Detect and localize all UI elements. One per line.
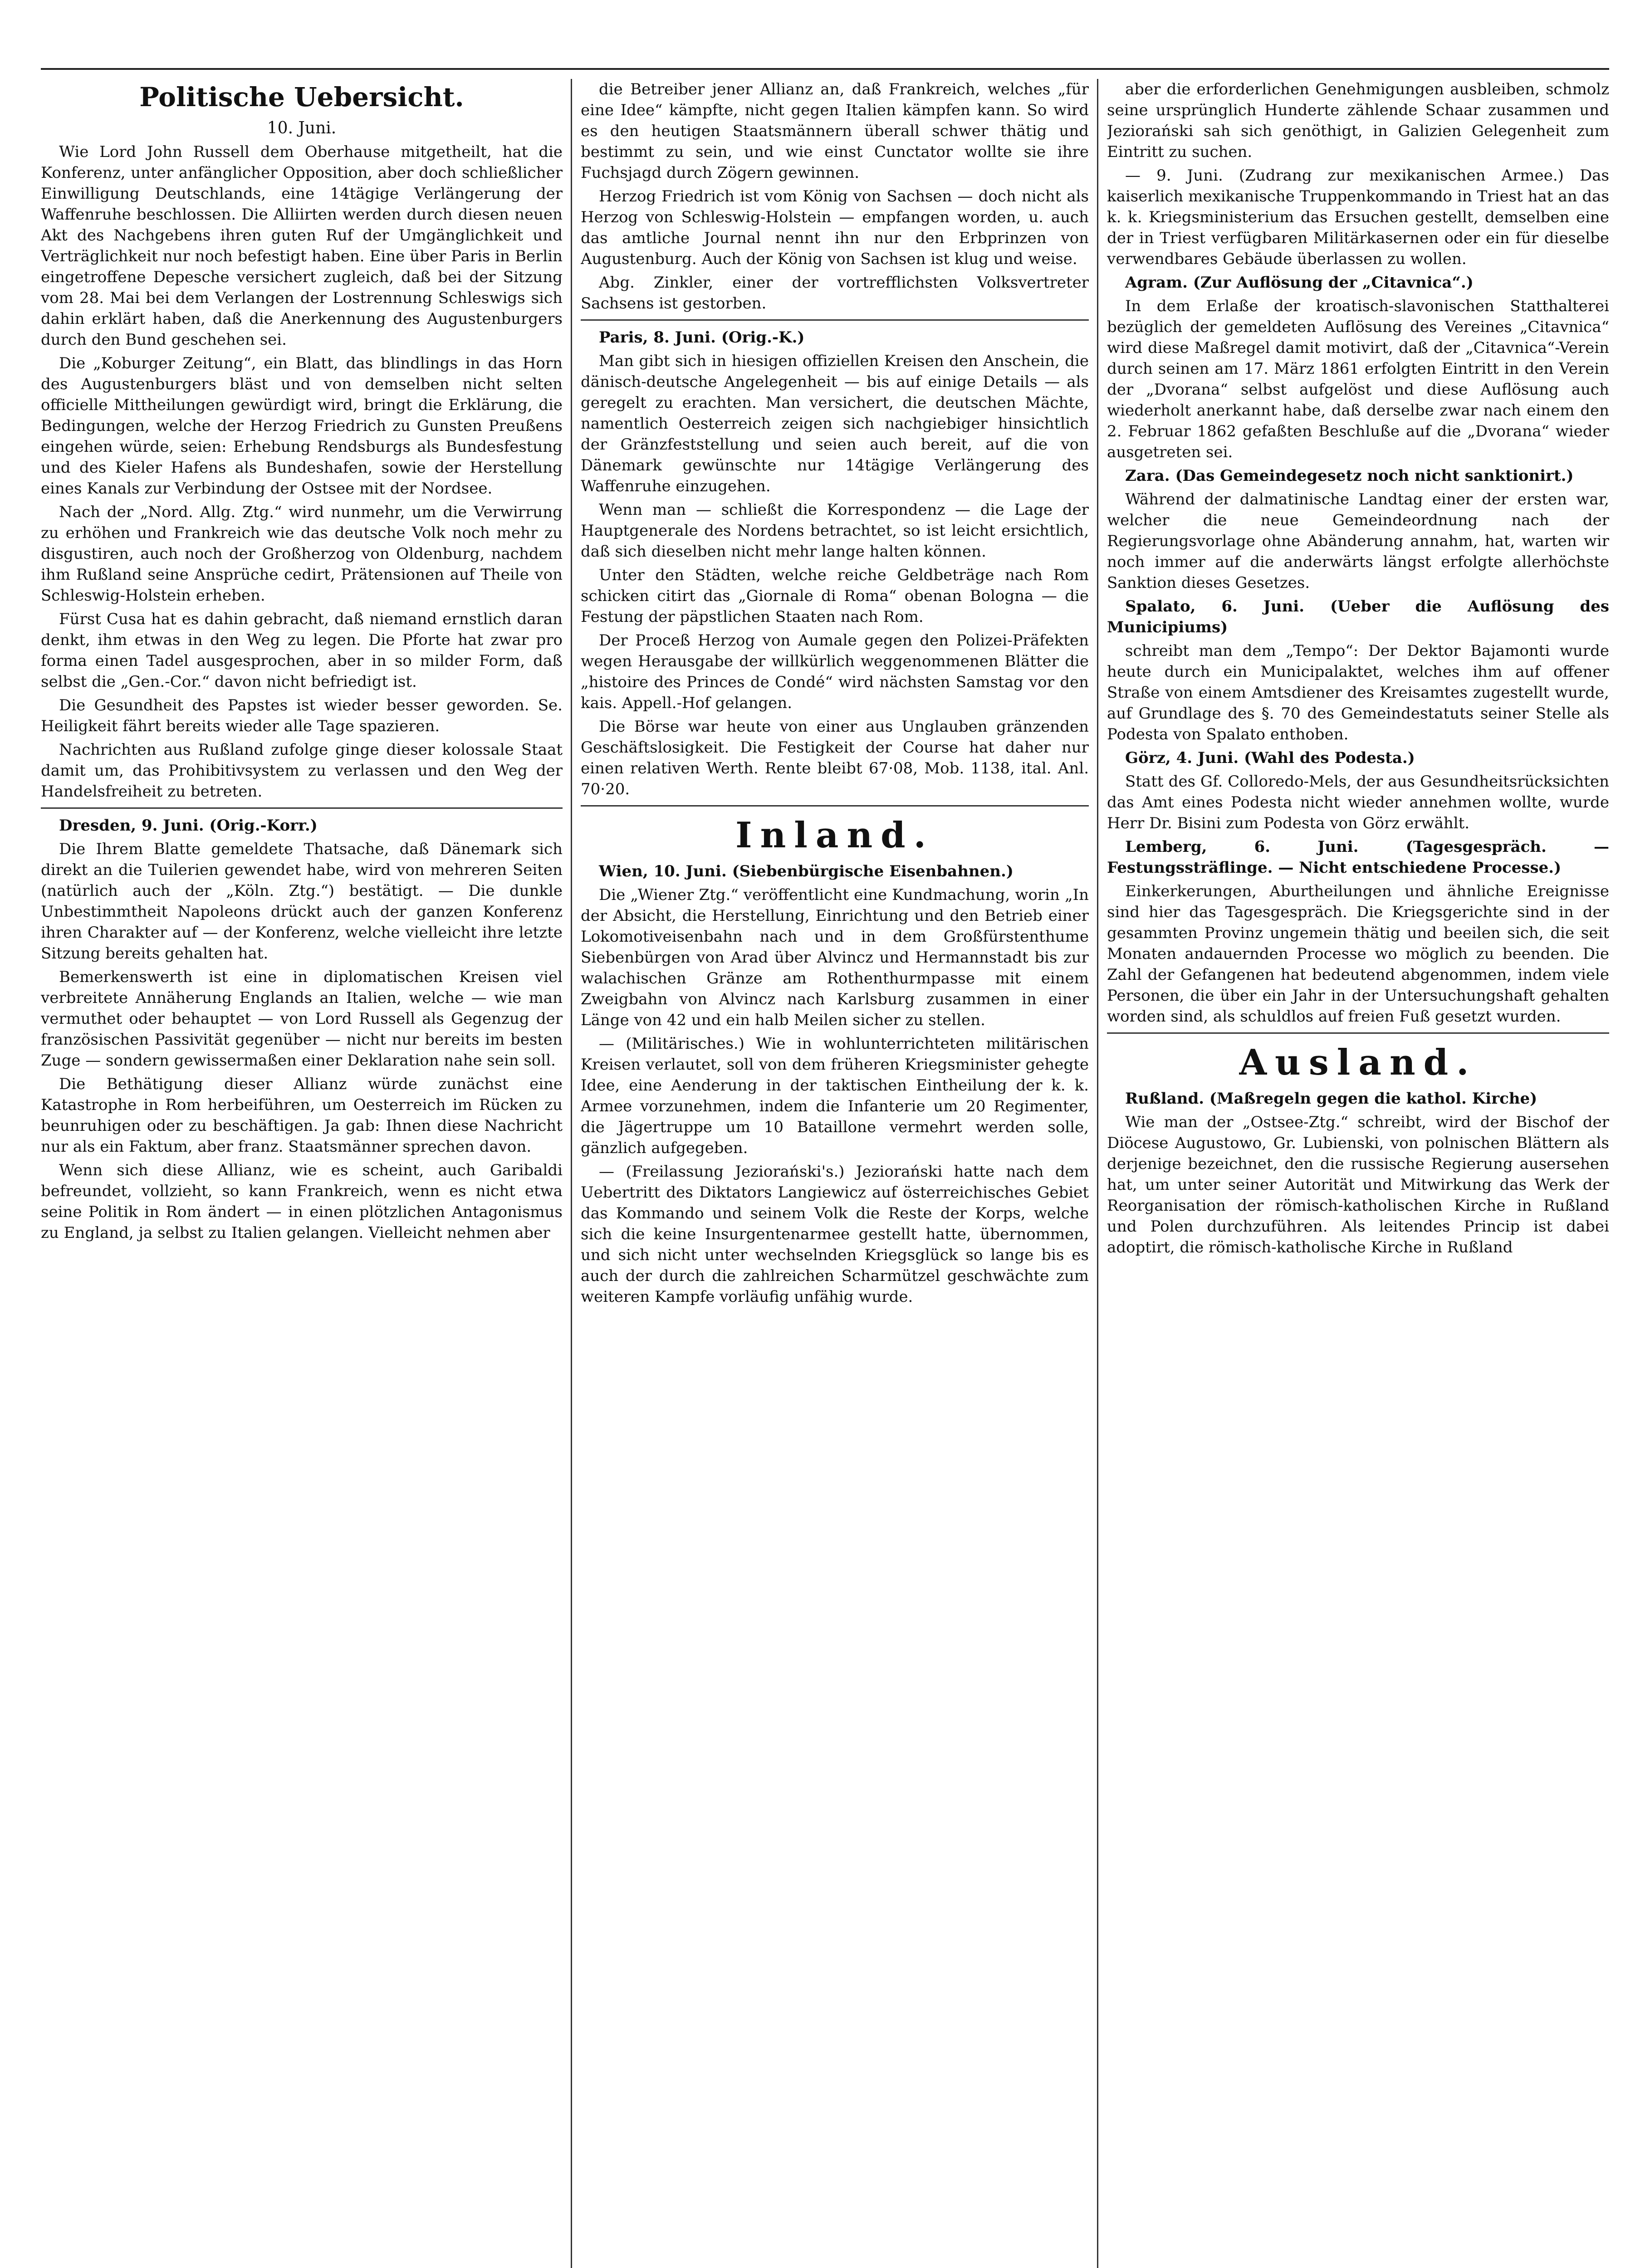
article-paragraph: — 9. Juni. (Zudrang zur mexikanischen Armee.) Das kaiserlich mexikanische Truppenkommando in Triest hat an das k. k. Kriegsministerium das Ersuchen gestellt, demselben eine der in Triest verfügbaren Militärkasernen oder ein für dieselbe verwendbares Gebäude überlassen zu wollen. — [1107, 166, 1609, 268]
article-paragraph: Die Ihrem Blatte gemeldete Thatsache, daß Dänemark sich direkt an die Tuilerien gewendet habe, wird von mehreren Seiten (natürlich auch der „Köln. Ztg.“) bestätigt. — Die dunkle Unbestimmtheit Napoleons drückt auch der ganzen Konferenz ihren Charakter auf — der Konferenz, welche vielleicht ihre letzte Sitzung bereits gehalten hat. — [41, 840, 563, 963]
column-left — [41, 79, 563, 2268]
section-date: 10. Juni. — [267, 119, 337, 137]
dateline-lemberg: Lemberg, 6. Juni. (Tagesgespräch. — Festungssträflinge. — Nicht entschiedene Processe.) — [1107, 838, 1609, 877]
article-paragraph: Die „Koburger Zeitung“, ein Blatt, das blindlings in das Horn des Augustenburgers bläst und von demselben nicht selten officielle Mittheilungen gewürdigt wird, bringt die Erklärung, die Bedingungen, welche der Herzog Friedrich zu Gunsten Preußens eingehen würde, seien: Erhebung Rendsburgs als Bundesfestung und des Kieler Hafens als Bundeshafen, sowie der Herstellung eines Kanals zur Verbindung der Ostsee mit der Nordsee. — [41, 354, 563, 498]
divider — [581, 319, 1089, 321]
article-paragraph: In dem Erlaße der kroatisch-slavonischen Statthalterei bezüglich der gemeldeten Auflösung des Vereines „Citavnica“ wird diese Maßregel damit motivirt, daß der „Citavnica“-Verein durch seinen am 17. März 1861 erfolgten Eintritt in den Verein der „Dvorana“ selbst aufgelöst und diese Auflösung auch wiederholt anerkannt habe, daß derselbe zwar nach einem den 2. Februar 1862 gefaßten Beschluße auf die „Dvorana“ wieder ausgetreten sei. — [1107, 297, 1609, 461]
article-paragraph: schreibt man dem „Tempo“: Der Dektor Bajamonti wurde heute durch ein Municipalaktet, welches ihm auf offener Straße von einem Amtsdiener des Kreisamtes zugestellt wurde, auf Grundlage des §. 70 des Gemeindestatuts seiner Stelle als Podesta von Spalato enthoben. — [1107, 642, 1609, 743]
section-title-ausland: Ausland. — [1239, 1042, 1477, 1083]
article-paragraph: Nach der „Nord. Allg. Ztg.“ wird nunmehr, um die Verwirrung zu erhöhen und Frankreich wie das deutsche Volk noch mehr zu disgustiren, auch noch der Großherzog von Oldenburg, nachdem ihm Rußland seine Ansprüche cedirt, Prätensionen auf Theile von Schleswig-Holstein erheben. — [41, 503, 563, 605]
article-paragraph: Während der dalmatinische Landtag einer der ersten war, welcher die neue Gemeindeordnung nach der Regierungsvorlage ohne Abänderung annahm, hat, warten wir noch immer auf die anderwärts längst erfolgte allerhöchste Sanktion dieses Gesetzes. — [1107, 490, 1609, 592]
divider — [1107, 1032, 1609, 1034]
dateline-dresden: Dresden, 9. Juni. (Orig.-Korr.) — [59, 816, 318, 835]
dateline-spalato: Spalato, 6. Juni. (Ueber die Auflösung des Municipiums) — [1107, 597, 1609, 636]
article-paragraph: Statt des Gf. Colloredo-Mels, der aus Gesundheitsrücksichten das Amt eines Podesta nicht wieder annehmen wollte, wurde Herr Dr. Bisini zum Podesta von Görz erwählt. — [1107, 772, 1609, 832]
column-rule — [571, 79, 572, 2268]
article-paragraph: Man gibt sich in hiesigen offiziellen Kreisen den Anschein, die dänisch-deutsche Angelegenheit — bis auf einige Details — als geregelt zu erachten. Man versichert, die deutschen Mächte, namentlich Oesterreich zeigen sich nachgiebiger hinsichtlich der Gränzfeststellung und seien auch bereit, auf die von Dänemark gewünschte nur 14tägige Verlängerung des Waffenruhe einzugehen. — [581, 352, 1089, 495]
column-rule — [1097, 79, 1098, 2268]
article-paragraph: aber die erforderlichen Genehmigungen ausbleiben, schmolz seine ursprünglich Hunderte zählende Schaar zusammen und Jeziorański sah sich genöthigt, in Galizien Gelegenheit zum Eintritt zu suchen. — [1107, 80, 1609, 161]
article-paragraph: Nachrichten aus Rußland zufolge ginge dieser kolossale Staat damit um, das Prohibitivsystem zu verlassen und den Weg der Handelsfreiheit zu betreten. — [41, 741, 563, 801]
article-paragraph: Wenn man — schließt die Korrespondenz — die Lage der Hauptgenerale des Nordens betrachtet, so ist leicht ersichtlich, daß sich dieselben nicht mehr lange halten können. — [581, 501, 1089, 561]
article-paragraph: Die Börse war heute von einer aus Unglauben gränzenden Geschäftslosigkeit. Die Festigkeit der Course hat daher nur einen relativen Werth. Rente bleibt 67·08, Mob. 1138, ital. Anl. 70·20. — [581, 718, 1089, 798]
article-paragraph: Wie Lord John Russell dem Oberhause mitgetheilt, hat die Konferenz, unter anfänglicher Opposition, aber doch schließlicher Einwilligung Deutschlands, eine 14tägige Verlängerung der Waffenruhe beschlossen. Die Alliirten werden durch diesen neuen Akt des Nachgebens ihren guten Ruf der Umgänglichkeit und Verträglichkeit nur noch befestigt haben. Eine über Paris in Berlin eingetroffene Depesche versichert zugleich, daß bei der Sitzung vom 28. Mai bei dem Verlangen der Lostrennung Schleswigs sich dahin erklärt haben, daß die Anerkennung des Augustenburgers durch den Bund geschehen sei. — [41, 143, 563, 349]
column-right — [1107, 79, 1609, 2268]
article-paragraph: Wenn sich diese Allianz, wie es scheint, auch Garibaldi befreundet, vollzieht, so kann Frankreich, wenn es nicht etwa seine Politik in Rom ändert — in einen plötzlichen Antagonismus zu England, ja selbst zu Italien gelangen. Vielleicht nehmen aber — [41, 1161, 563, 1242]
article-paragraph: Die Bethätigung dieser Allianz würde zunächst eine Katastrophe in Rom herbeiführen, um Oesterreich im Rücken zu beunruhigen oder zu beschäftigen. Ja gab: Ihnen diese Nachricht nur als ein Faktum, aber franz. Staatsmänner sprechen davon. — [41, 1075, 563, 1156]
article-paragraph: die Betreiber jener Allianz an, daß Frankreich, welches „für eine Idee“ kämpfte, nicht gegen Italien kämpfen kann. So wird es den heutigen Staatsmännern überall schwer thätig und bestimmt zu sein, und wie einst Cunctator wollte sie ihre Fuchsjagd durch Zögern gewinnen. — [581, 80, 1089, 182]
section-title-political-overview: Politische Uebersicht. — [139, 82, 464, 112]
article-paragraph: Die Gesundheit des Papstes ist wieder besser geworden. Se. Heiligkeit fährt bereits wieder alle Tage spazieren. — [41, 696, 563, 735]
dateline-paris: Paris, 8. Juni. (Orig.-K.) — [599, 328, 805, 347]
column-middle — [581, 79, 1089, 2268]
article-paragraph: Herzog Friedrich ist vom König von Sachsen — doch nicht als Herzog von Schleswig-Holstein — empfangen worden, u. auch das amtliche Journal nennt ihn nur den Erbprinzen von Augustenburg. Auch der König von Sachsen ist klug und weise. — [581, 187, 1089, 268]
article-paragraph: — (Freilassung Jeziorański's.) Jeziorański hatte nach dem Uebertritt des Diktators Langiewicz auf österreichisches Gebiet das Kommando und seinem Volk die Reste der Korps, welche sich die keine Insurgentenarmee gestellt hatte, übernommen, und sich nicht unter wechselnden Kriegsglück so lange bis es auch der durch die zahlreichen Scharmützel geschwächte zum weiteren Kampfe vorläufig unfähig wurde. — [581, 1163, 1089, 1306]
article-paragraph: Abg. Zinkler, einer der vortrefflichsten Volksvertreter Sachsens ist gestorben. — [581, 274, 1089, 313]
dateline-goerz: Görz, 4. Juni. (Wahl des Podesta.) — [1125, 749, 1415, 767]
newspaper-page — [41, 68, 1609, 2268]
dateline-wien: Wien, 10. Juni. (Siebenbürgische Eisenbahnen.) — [599, 862, 1014, 880]
article-paragraph: Die „Wiener Ztg.“ veröffentlicht eine Kundmachung, worin „In der Absicht, die Herstellung, Einrichtung und den Betrieb einer Lokomotiveisenbahn nach und in dem Großfürstenthume Siebenbürgen von Arad über Alvincz und Hermannstadt bis zur walachischen Gränze am Rothenthurmpasse mit einem Zweigbahn von Alvincz nach Karlsburg zusammen in einer Länge von 42 und ein halb Meilen sicher zu stellen. — [581, 886, 1089, 1029]
article-paragraph: Unter den Städten, welche reiche Geldbeträge nach Rom schicken citirt das „Giornale di Roma“ obenan Bologna — die Festung der päpstlichen Staaten nach Rom. — [581, 566, 1089, 626]
dateline-russland: Rußland. (Maßregeln gegen die kathol. Kirche) — [1125, 1090, 1537, 1108]
dateline-zara: Zara. (Das Gemeindegesetz noch nicht sanktionirt.) — [1125, 467, 1574, 485]
article-paragraph: Fürst Cusa hat es dahin gebracht, daß niemand ernstlich daran denkt, ihm etwas in den Weg zu legen. Die Pforte hat zwar pro forma einen Tadel ausgesprochen, aber in so milder Form, daß selbst die „Gen.-Cor.“ davon nicht befriedigt ist. — [41, 610, 563, 691]
divider — [41, 807, 563, 809]
divider — [581, 805, 1089, 807]
section-title-inland: Inland. — [735, 815, 934, 856]
dateline-agram: Agram. (Zur Auflösung der „Citavnica“.) — [1125, 274, 1474, 292]
article-paragraph: Einkerkerungen, Aburtheilungen und ähnliche Ereignisse sind hier das Tagesgespräch. Die Kriegsgerichte sind in der gesammten Provinz ungemein thätig und beeilen sich, die seit Monaten andauernden Processe wo möglich zu beenden. Die Zahl der Gefangenen hat bedeutend abgenommen, indem viele Personen, die über ein Jahr in der Untersuchungshaft gehalten worden sind, als schuldlos auf freien Fuß gesetzt wurden. — [1107, 882, 1609, 1026]
article-paragraph: Der Proceß Herzog von Aumale gegen den Polizei-Präfekten wegen Herausgabe der willkürlich weggenommenen Blätter die „histoire des Princes de Condé“ wird nächsten Samstag vor den kais. Appell.-Hof gelangen. — [581, 631, 1089, 712]
article-paragraph: Bemerkenswerth ist eine in diplomatischen Kreisen viel verbreitete Annäherung Englands an Italien, welche — wie man vermuthet oder behauptet — von Lord Russell als Gegenzug der französischen Passivität gegenüber — nicht nur bereits im besten Zuge — sondern gewissermaßen einer Deklaration nahe sein soll. — [41, 968, 563, 1070]
article-paragraph: Wie man der „Ostsee-Ztg.“ schreibt, wird der Bischof der Diöcese Augustowo, Gr. Lubienski, von polnischen Blättern als derjenige bezeichnet, den die russische Regierung ausersehen hat, um unter seiner Autorität und Mitwirkung das Werk der Reorganisation der römisch-katholischen Kirche in Rußland und Polen durchzuführen. Als leitendes Princip ist dabei adoptirt, die römisch-katholische Kirche in Rußland — [1107, 1113, 1609, 1256]
article-paragraph: — (Militärisches.) Wie in wohlunterrichteten militärischen Kreisen verlautet, soll von dem früheren Kriegsminister gehegte Idee, eine Aenderung in der taktischen Eintheilung der k. k. Armee vorzunehmen, indem die Infanterie um 20 Regimenter, die Jägertruppe um 10 Bataillone vermehrt werden solle, gänzlich aufgegeben. — [581, 1035, 1089, 1157]
